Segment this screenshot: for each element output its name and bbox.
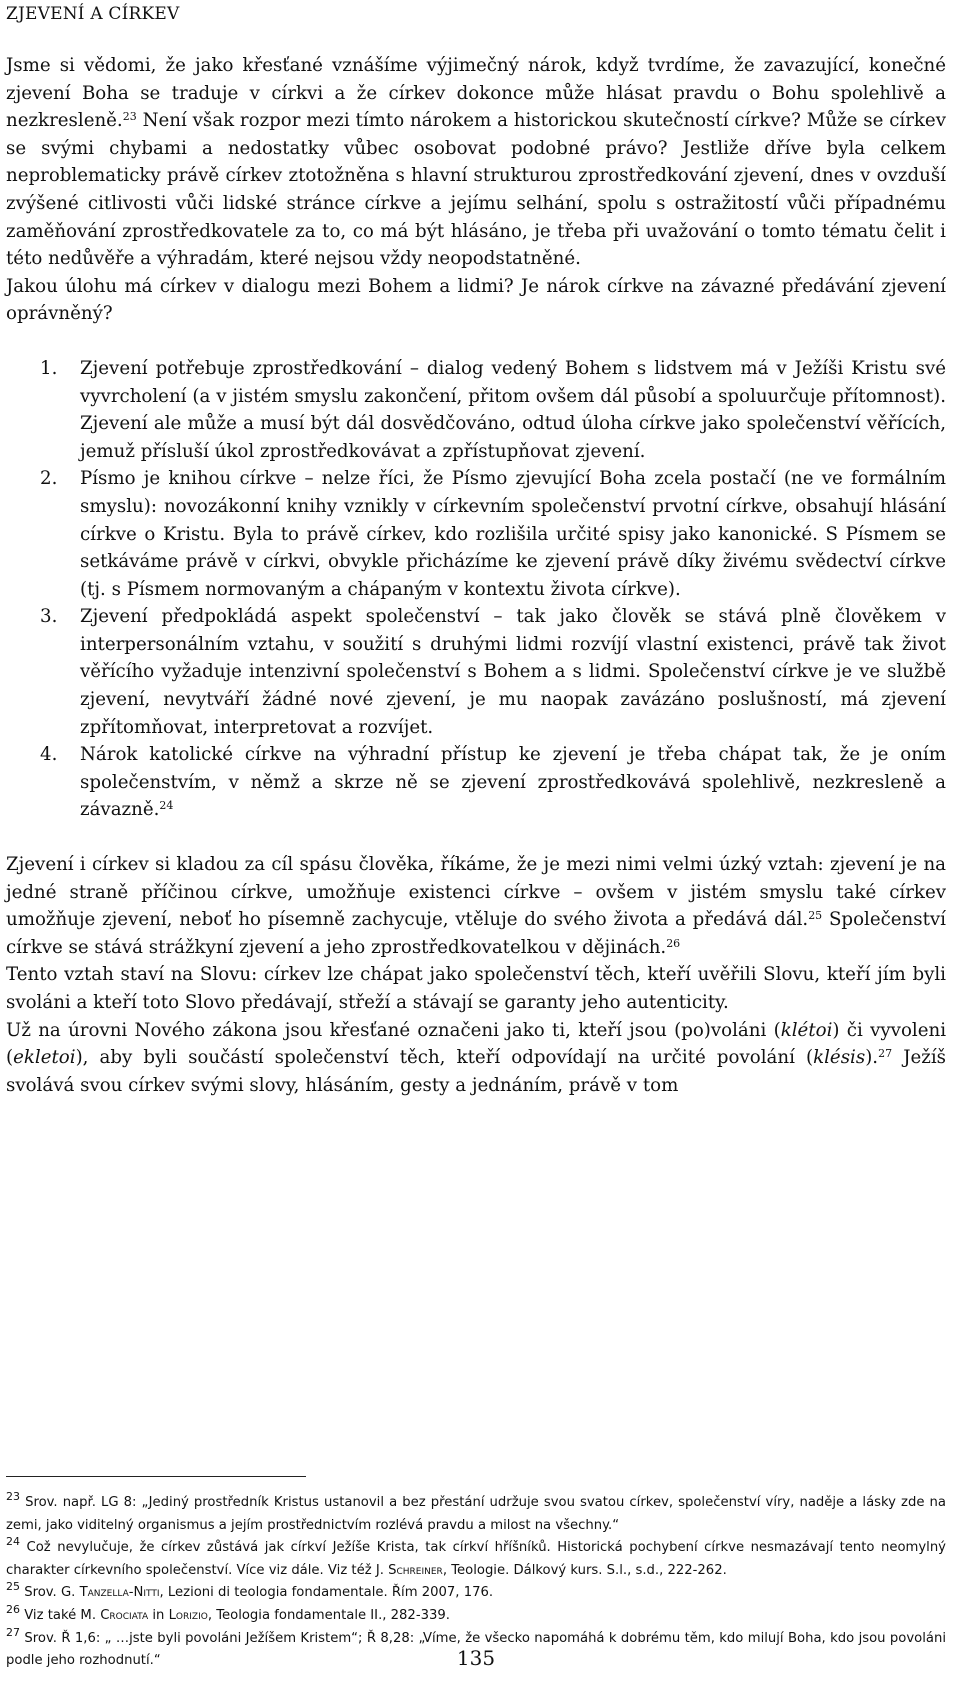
main-text (6, 52, 946, 1099)
footnote-text: Srov. Ř 1,6: „ …jste byli povoláni Ježíšem Kristem“; Ř 8,28: „Víme, že všecko napomáhá k dobrému těm, kdo milují Boha, kdo jsou povoláni podle jeho rozhodnutí.“ (6, 1630, 946, 1669)
footnote-text: , Lezioni di teologia fondamentale. Řím 2007, 176. (159, 1585, 494, 1601)
intro-sentence: Jsme si vědomi, že jako křesťané vznášíme výjimečný nárok, když tvrdíme, že zavazující, konečné zjevení Boha se traduje v církvi a že církev dokonce může hlásat pravdu o Bohu spolehlivě a nezkresleně. (6, 55, 946, 132)
footnote-number: 27 (6, 1625, 20, 1639)
paragraph-text: Zjevení i církev si kladou za cíl spásu člověka, říkáme, že je mezi nimi velmi úzký vztah: zjevení je na jedné straně příčinou církve, umožňuje existenci církve – ovšem v jistém smyslu také církev umožňuje zjevení, neboť ho písemně zachycuje, vtěluje do svého života a předává dál. (6, 854, 946, 931)
body-paragraph-1 (6, 851, 946, 961)
footnote-ref-27[interactable]: 27 (878, 1047, 893, 1061)
footnote-text: , Teologie. Dálkový kurs. S.l., s.d., 222-262. (442, 1562, 727, 1578)
footnote-23 (6, 1492, 946, 1537)
intro-sentence: Není však rozpor mezi tímto nárokem a historickou skutečností církve? Může se církev se svými chybami a nedostatky vůbec osobovat podobné právo? Jestliže dříve byla celkem neproblematicky právě církev ztotožněna s hlavní strukturou zprostředkování zjevení, dnes v ovzduší zvýšené citlivosti vůči lidské stránce církve a jejímu selhání, spolu s ostražitostí vůči případnému zaměňování zprostředkovatele za to, co má být hlásáno, je třeba při uvažování o tomto tématu čelit i této nedůvěře a výhradám, které nejsou vždy neopodstatněné. (6, 110, 946, 270)
footnote-ref-23[interactable]: 23 (122, 110, 137, 124)
footnote-text: Což nevylučuje, že církev zůstává jak církví Ježíše Krista, tak církví hříšníků. Historická pochybení církve nesmazávají tento neomylný charakter církevního společenství. Více viz dále. Viz též J. (6, 1540, 946, 1578)
footnote-text: Srov. např. LG 8: „Jediný prostředník Kristus ustanovil a bez přestání udržuje svou svatou církev, společenství víry, naděje a lásky zde na zemi, jako viditelný organismus a jejím prostřednictvím rozlévá pravdu a milost na všechny.“ (6, 1495, 946, 1533)
list-number: 4. (40, 744, 58, 766)
list-item (6, 465, 946, 603)
footnote-ref-24[interactable]: 24 (159, 799, 174, 813)
numbered-list (6, 355, 946, 824)
body-paragraph-2: Tento vztah staví na Slovu: církev lze chápat jako společenství těch, kteří uvěřili Slovu, kteří jím byli svoláni a kteří toto Slovo předávají, střeží a stávají se garanty jeho autenticity. (6, 964, 946, 1013)
footnote-number: 25 (6, 1580, 20, 1594)
footnote-number: 26 (6, 1602, 20, 1616)
footnote-text: Viz také M. (24, 1607, 97, 1623)
list-number: 2. (40, 468, 58, 490)
list-item-text (80, 741, 946, 824)
list-number: 1. (40, 357, 58, 379)
greek-term-ekletoi: ekletoi (13, 1047, 76, 1069)
footnote-text: , Teologia fondamentale II., 282-339. (207, 1607, 450, 1623)
paragraph-text: Ježíš svolává svou církev svými slovy, hlásáním, gesty a jednáním, právě v tom (6, 1047, 946, 1096)
list-item-text: Zjevení potřebuje zprostředkování – dialog vedený Bohem s lidstvem má v Ježíši Kristu své vyvrcholení (a v jistém smyslu zakončení, přitom ovšem dál působí a spoluurčuje přítomnost). Zjevení ale může a musí být dál dosvědčováno, odtud úloha církve jako společenství věřících, jemuž přísluší úkol zprostředkovávat a zpřístupňovat zjevení. (80, 357, 946, 462)
author-name: Lorizio (168, 1607, 208, 1623)
footnote-ref-26[interactable]: 26 (666, 936, 681, 950)
list-item-body: Nárok katolické církve na výhradní přístup ke zjevení je třeba chápat tak, že je oním společenstvím, v němž a skrze ně se zjevení zprostředkovává spolehlivě, nezkresleně a závazně. (80, 744, 946, 821)
list-item (6, 603, 946, 741)
list-item-text: Písmo je knihou církve – nelze říci, že Písmo zjevující Boha zcela postačí (ne ve formálním smyslu): novozákonní knihy vznikly v církevním společenství prvotní církve, obsahují hlásání církve o Kristu. Byla to právě církev, kdo rozlišila určité spisy jako kanonické. S Písmem se setkáváme právě v církvi, obvykle přicházíme ke zjevení právě díky živému svědectví církve (tj. s Písmem normovaným a chápaným v kontextu života církve). (80, 468, 946, 600)
footnote-25 (6, 1582, 946, 1605)
footnote-text: in (152, 1607, 165, 1623)
footnote-24 (6, 1537, 946, 1582)
footnote-ref-25[interactable]: 25 (808, 909, 823, 923)
author-name: Schreiner (388, 1562, 443, 1578)
page-number: 135 (456, 1646, 496, 1670)
paragraph-text: Společenství církve se stává strážkyní zjevení a jeho zprostředkovatelkou v dějinách. (6, 909, 946, 958)
paragraph-text: Už na úrovni Nového zákona jsou křesťané označeni jako ti, kteří jsou (po)voláni ( (6, 1019, 781, 1041)
list-item-text: Zjevení předpokládá aspekt společenství – tak jako člověk se stává plně člověkem v interpersonálním vztahu, v soužití s druhými lidmi rozvíjí vlastní existenci, právě tak život věřícího vyžaduje intenzivní společenství s Bohem a s lidmi. Společenství církve je ve službě zjevení, nevytváří žádné nové zjevení, je mu naopak zavázáno poslušností, má zjevení zpřítomňovat, interpretovat a rozvíjet. (80, 606, 946, 738)
intro-paragraph-1 (6, 52, 946, 273)
footnote-26 (6, 1602, 946, 1628)
paragraph-text: ). (865, 1047, 879, 1069)
list-item (6, 355, 946, 465)
footnote-number: 23 (6, 1490, 20, 1503)
footnote-divider (6, 1476, 306, 1477)
footnote-text: Srov. G. (24, 1585, 76, 1601)
author-name: Crociata (100, 1607, 149, 1623)
footnote-number: 24 (6, 1535, 20, 1549)
greek-term-kletoi: klétoi (780, 1019, 833, 1041)
paragraph-text: ), aby byli součástí společenství těch, kteří odpovídají na určité povolání ( (75, 1047, 814, 1069)
paragraph-text: ) či vyvoleni ( (6, 1019, 947, 1069)
greek-term-klesis: klésis (813, 1047, 866, 1069)
running-head: ZJEVENÍ A CÍRKEV (6, 4, 180, 24)
list-item (6, 741, 946, 824)
list-number: 3. (40, 606, 58, 628)
intro-paragraph-2: Jakou úlohu má církev v dialogu mezi Bohem a lidmi? Je nárok církve na závazné předávání zjevení oprávněný? (6, 275, 946, 325)
author-name: Tanzella-Nitti (79, 1585, 160, 1601)
body-paragraph-3 (6, 1017, 946, 1100)
